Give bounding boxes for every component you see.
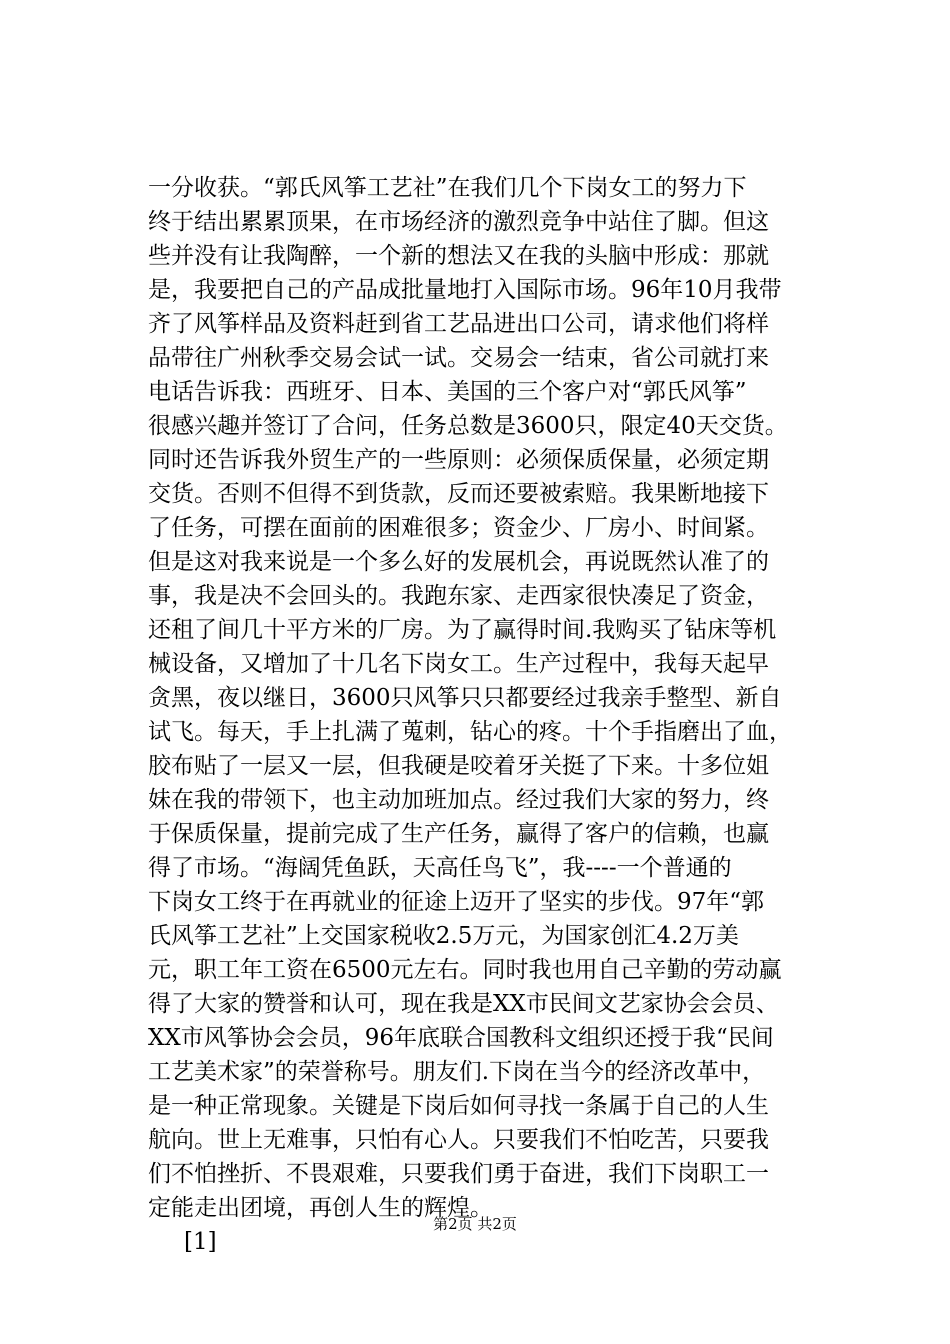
text-line: 齐了风筝样品及资料赶到省工艺品进出口公司，请求他们将样 [148,311,769,337]
text-line: 一分收获。“郭氏风筝工艺社”在我们几个下岗女工的努力下 [148,175,747,201]
text-line: 氏风筝工艺社”上交国家税收2.5万元，为国家创汇4.2万美 [148,923,739,949]
text-line: 妹在我的带领下，也主动加班加点。经过我们大家的努力，终 [148,787,769,813]
text-line: 是一种正常现象。关键是下岗后如何寻找一条属于自己的人生 [148,1093,769,1119]
text-line: 胶布贴了一层又一层，但我硬是咬着牙关挺了下来。十多位姐 [148,753,769,779]
text-line: 终于结出累累顶果，在市场经济的激烈竞争中站住了脚。但这 [148,209,769,235]
reference-mark: [1] [184,1229,217,1255]
text-line: 交货。否则不但得不到货款，反而还要被索赔。我果断地接下 [148,481,769,507]
page-footer: 第2页 共2页 [433,1215,517,1233]
text-line: 是，我要把自己的产品成批量地打入国际市场。96年10月我带 [148,277,782,303]
text-line: 航向。世上无难事，只怕有心人。只要我们不怕吃苦，只要我 [148,1127,769,1153]
text-line: 工艺美术家”的荣誉称号。朋友们.下岗在当今的经济改革中， [148,1059,766,1085]
text-line: 元，职工年工资在6500元左右。同时我也用自己辛勤的劳动赢 [148,957,782,983]
text-line: XX市风筝协会会员，96年底联合国教科文组织还授于我“民间 [148,1025,774,1051]
text-line: 但是这对我来说是一个多么好的发展机会，再说既然认准了的 [148,549,769,575]
text-line: 贪黑，夜以继日，3600只风筝只只都要经过我亲手整型、新自 [148,685,782,711]
text-line: 们不怕挫折、不畏艰难，只要我们勇于奋进，我们下岗职工一 [148,1161,769,1187]
text-line: 定能走出团境，再创人生的辉煌。 [148,1195,493,1221]
body-text [148,171,848,1259]
text-line: 了任务，可摆在面前的困难很多；资金少、厂房小、时间紧。 [148,515,769,541]
text-line: 还租了间几十平方米的厂房。为了赢得时间.我购买了钻床等机 [148,617,777,643]
text-line: 得了大家的赞誉和认可，现在我是XX市民间文艺家协会会员、 [148,991,779,1017]
text-line: 试飞。每天，手上扎满了蒐刺，钻心的疼。十个手指磨出了血， [148,719,792,745]
text-line: 电话告诉我：西班牙、日本、美国的三个客户对“郭氏风筝” [148,379,747,405]
text-line: 下岗女工终于在再就业的征途上迈开了坚实的步伐。97年“郭 [148,889,765,915]
text-line: 些并没有让我陶醉，一个新的想法又在我的头脑中形成：那就 [148,243,769,269]
text-line: 事，我是决不会回头的。我跑东家、走西家很快凑足了资金， [148,583,769,609]
text-line: 同时还告诉我外贸生产的一些原则：必须保质保量，必须定期 [148,447,769,473]
text-line: 得了市场。“海阔凭鱼跃，天高任鸟飞”，我----一个普通的 [148,855,732,881]
text-line: 品带往广州秋季交易会试一试。交易会一结束，省公司就打来 [148,345,769,371]
text-line: 械设备，又增加了十几名下岗女工。生产过程中，我每天起早 [148,651,769,677]
text-line: 很感兴趣并签订了合问，任务总数是3600只，限定40天交货。 [148,413,788,439]
text-line: 于保质保量，提前完成了生产任务，赢得了客户的信赖，也赢 [148,821,769,847]
